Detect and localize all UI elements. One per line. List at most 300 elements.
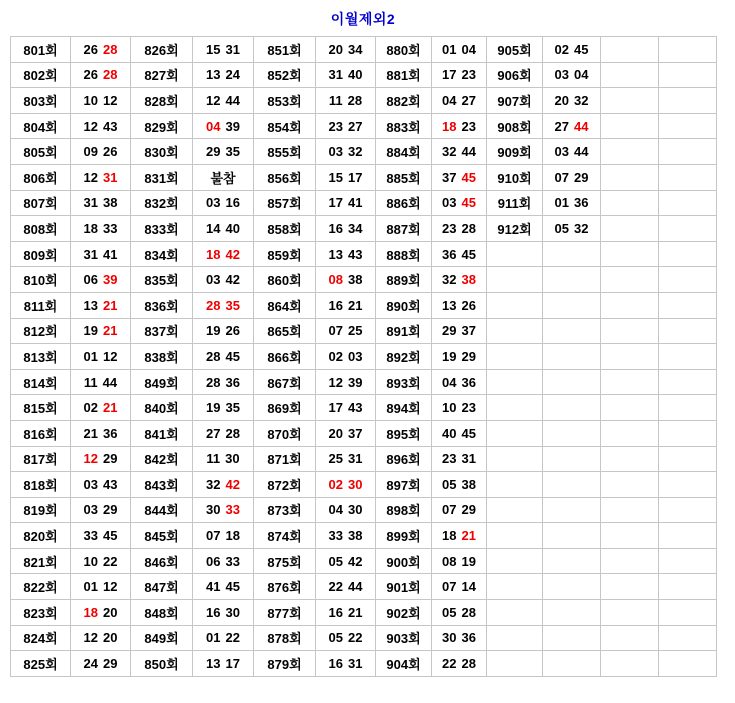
round-label-cell: 869회 — [254, 395, 316, 421]
round-label-cell: 877회 — [254, 600, 316, 626]
number: 17 — [348, 169, 363, 185]
number: 29 — [461, 502, 476, 518]
number: 01 — [206, 630, 221, 646]
number: 22 — [225, 630, 240, 646]
round-label-cell: 818회 — [11, 472, 71, 498]
number: 31 — [83, 195, 98, 211]
number: 05 — [442, 476, 457, 492]
numbers-cell — [316, 600, 376, 626]
round-label-cell: 822회 — [11, 574, 71, 600]
numbers-cell — [316, 625, 376, 651]
round-label-cell: 879회 — [254, 651, 316, 677]
round-label-cell: 835회 — [131, 267, 193, 293]
number: 22 — [442, 656, 457, 672]
highlighted-number: 21 — [103, 323, 118, 339]
number: 19 — [442, 348, 457, 364]
round-label-cell — [487, 651, 543, 677]
numbers-cell — [543, 318, 601, 344]
numbers-cell — [193, 241, 254, 267]
numbers-cell — [193, 113, 254, 139]
number: 36 — [461, 630, 476, 646]
number: 40 — [225, 220, 240, 236]
number: 22 — [348, 630, 363, 646]
number: 01 — [442, 41, 457, 57]
empty-cell — [659, 37, 717, 63]
numbers-cell — [71, 190, 131, 216]
table-row — [11, 88, 717, 114]
round-label-cell: 901회 — [376, 574, 432, 600]
table-row — [11, 574, 717, 600]
highlighted-number: 28 — [206, 297, 221, 313]
numbers-cell — [316, 292, 376, 318]
round-label-cell: 893회 — [376, 369, 432, 395]
round-label-cell: 873회 — [254, 497, 316, 523]
numbers-cell — [543, 216, 601, 242]
number: 42 — [348, 553, 363, 569]
numbers-cell — [316, 318, 376, 344]
round-label-cell: 886회 — [376, 190, 432, 216]
numbers-cell — [193, 267, 254, 293]
number: 03 — [348, 348, 363, 364]
round-label-cell: 895회 — [376, 420, 432, 446]
numbers-cell — [71, 113, 131, 139]
empty-cell — [601, 395, 659, 421]
number: 05 — [328, 553, 343, 569]
empty-cell — [659, 497, 717, 523]
round-label-cell: 853회 — [254, 88, 316, 114]
number: 20 — [554, 92, 569, 108]
round-label-cell: 854회 — [254, 113, 316, 139]
number: 10 — [442, 400, 457, 416]
number: 23 — [461, 67, 476, 83]
numbers-cell — [543, 420, 601, 446]
empty-cell — [601, 113, 659, 139]
round-label-cell: 910회 — [487, 164, 543, 190]
empty-cell — [601, 472, 659, 498]
round-label-cell: 810회 — [11, 267, 71, 293]
number: 41 — [103, 246, 118, 262]
table-row — [11, 472, 717, 498]
number: 07 — [206, 528, 221, 544]
round-label-cell: 817회 — [11, 446, 71, 472]
numbers-cell — [543, 369, 601, 395]
numbers-cell — [432, 139, 487, 165]
numbers-cell — [71, 216, 131, 242]
number: 33 — [83, 528, 98, 544]
round-label-cell — [487, 497, 543, 523]
number: 19 — [206, 323, 221, 339]
highlighted-number: 21 — [103, 297, 118, 313]
round-label-cell: 841회 — [131, 420, 193, 446]
round-label-cell: 909회 — [487, 139, 543, 165]
numbers-cell — [71, 548, 131, 574]
empty-cell — [601, 344, 659, 370]
number: 39 — [225, 118, 240, 134]
numbers-cell — [543, 523, 601, 549]
highlighted-number: 45 — [461, 195, 476, 211]
numbers-cell — [316, 446, 376, 472]
number: 14 — [461, 579, 476, 595]
numbers-cell — [193, 472, 254, 498]
number: 28 — [347, 92, 363, 108]
numbers-cell — [193, 651, 254, 677]
round-label-cell: 870회 — [254, 420, 316, 446]
numbers-cell — [71, 446, 131, 472]
round-label-cell: 836회 — [131, 292, 193, 318]
numbers-cell — [193, 548, 254, 574]
number: 43 — [103, 118, 118, 134]
number: 10 — [83, 92, 98, 108]
round-label-cell: 816회 — [11, 420, 71, 446]
number: 28 — [461, 604, 476, 620]
numbers-cell — [543, 241, 601, 267]
number: 07 — [442, 579, 457, 595]
numbers-cell — [432, 600, 487, 626]
number: 불참 — [210, 170, 236, 186]
number: 18 — [83, 220, 98, 236]
number: 03 — [328, 144, 343, 160]
round-label-cell: 887회 — [376, 216, 432, 242]
numbers-cell — [71, 395, 131, 421]
empty-cell — [601, 190, 659, 216]
numbers-cell — [316, 651, 376, 677]
number: 36 — [442, 246, 457, 262]
numbers-cell — [71, 139, 131, 165]
round-label-cell — [487, 344, 543, 370]
number: 30 — [225, 604, 240, 620]
number: 38 — [103, 195, 118, 211]
number: 04 — [442, 92, 457, 108]
number: 33 — [225, 553, 240, 569]
table-row — [11, 420, 717, 446]
numbers-cell — [543, 600, 601, 626]
numbers-cell — [71, 574, 131, 600]
numbers-cell — [432, 241, 487, 267]
number: 17 — [225, 656, 240, 672]
number: 38 — [348, 272, 363, 288]
number: 28 — [225, 425, 240, 441]
number: 31 — [83, 246, 98, 262]
number: 35 — [225, 144, 240, 160]
table-row — [11, 600, 717, 626]
empty-cell — [601, 497, 659, 523]
number: 18 — [225, 528, 240, 544]
number: 23 — [461, 118, 476, 134]
round-label-cell — [487, 446, 543, 472]
highlighted-number: 18 — [83, 604, 98, 620]
numbers-cell — [193, 574, 254, 600]
number: 29 — [103, 451, 118, 467]
empty-cell — [659, 369, 717, 395]
empty-cell — [659, 395, 717, 421]
number: 23 — [328, 118, 343, 134]
highlighted-number: 21 — [103, 400, 118, 416]
empty-cell — [659, 241, 717, 267]
number: 22 — [103, 553, 118, 569]
round-label-cell: 833회 — [131, 216, 193, 242]
numbers-cell — [316, 37, 376, 63]
round-label-cell: 852회 — [254, 62, 316, 88]
round-label-cell — [487, 472, 543, 498]
empty-cell — [601, 625, 659, 651]
round-label-cell: 871회 — [254, 446, 316, 472]
round-label-cell: 842회 — [131, 446, 193, 472]
numbers-cell — [432, 625, 487, 651]
numbers-cell — [316, 472, 376, 498]
table-row — [11, 369, 717, 395]
number: 07 — [442, 502, 457, 518]
number: 38 — [348, 528, 363, 544]
numbers-cell — [543, 113, 601, 139]
highlighted-number: 18 — [442, 118, 457, 134]
table-row — [11, 267, 717, 293]
numbers-cell — [71, 420, 131, 446]
round-label-cell — [487, 241, 543, 267]
highlighted-number: 45 — [461, 169, 476, 185]
round-label-cell: 866회 — [254, 344, 316, 370]
round-label-cell — [487, 600, 543, 626]
number: 16 — [225, 195, 240, 211]
number: 27 — [206, 425, 221, 441]
empty-cell — [659, 113, 717, 139]
empty-cell — [659, 523, 717, 549]
numbers-cell — [316, 497, 376, 523]
round-label-cell: 845회 — [131, 523, 193, 549]
numbers-cell — [543, 548, 601, 574]
numbers-cell — [193, 369, 254, 395]
number: 26 — [103, 144, 118, 160]
round-label-cell: 885회 — [376, 164, 432, 190]
numbers-cell — [193, 62, 254, 88]
numbers-cell — [193, 600, 254, 626]
numbers-cell — [193, 497, 254, 523]
number: 01 — [83, 579, 98, 595]
number: 20 — [103, 630, 118, 646]
empty-cell — [601, 62, 659, 88]
table-row — [11, 216, 717, 242]
number: 33 — [103, 220, 118, 236]
numbers-cell — [71, 62, 131, 88]
round-label-cell: 882회 — [376, 88, 432, 114]
numbers-cell — [193, 446, 254, 472]
number: 32 — [574, 92, 589, 108]
number: 34 — [348, 41, 363, 57]
number: 44 — [574, 144, 589, 160]
round-label-cell — [487, 369, 543, 395]
page-title: 이월제외2 — [330, 11, 396, 27]
numbers-cell — [71, 267, 131, 293]
round-label-cell: 878회 — [254, 625, 316, 651]
numbers-cell — [71, 625, 131, 651]
round-label-cell: 801회 — [11, 37, 71, 63]
round-label-cell: 813회 — [11, 344, 71, 370]
number: 28 — [461, 220, 476, 236]
highlighted-number: 39 — [103, 272, 118, 288]
number: 24 — [83, 656, 98, 672]
number: 08 — [442, 553, 457, 569]
round-label-cell: 855회 — [254, 139, 316, 165]
number: 45 — [461, 425, 476, 441]
highlighted-number: 12 — [83, 451, 98, 467]
table-row — [11, 292, 717, 318]
number: 13 — [206, 656, 221, 672]
number: 13 — [83, 297, 98, 313]
number: 39 — [348, 374, 363, 390]
numbers-cell — [71, 37, 131, 63]
round-label-cell: 823회 — [11, 600, 71, 626]
empty-cell — [659, 164, 717, 190]
number: 32 — [574, 220, 589, 236]
empty-cell — [659, 292, 717, 318]
numbers-cell — [432, 190, 487, 216]
numbers-cell — [193, 164, 254, 190]
round-label-cell — [487, 420, 543, 446]
number: 23 — [461, 400, 476, 416]
number: 04 — [328, 502, 343, 518]
numbers-cell — [316, 267, 376, 293]
numbers-cell — [543, 395, 601, 421]
number: 13 — [206, 67, 221, 83]
round-label-cell: 827회 — [131, 62, 193, 88]
numbers-cell — [432, 420, 487, 446]
numbers-cell — [432, 446, 487, 472]
number: 37 — [348, 425, 363, 441]
numbers-cell — [316, 369, 376, 395]
number: 43 — [348, 400, 363, 416]
numbers-cell — [193, 344, 254, 370]
numbers-cell — [71, 292, 131, 318]
round-label-cell: 911회 — [487, 190, 543, 216]
round-label-cell: 806회 — [11, 164, 71, 190]
numbers-cell — [193, 395, 254, 421]
highlighted-number: 21 — [461, 528, 476, 544]
numbers-cell — [543, 344, 601, 370]
number: 18 — [442, 528, 457, 544]
empty-cell — [601, 600, 659, 626]
numbers-cell — [432, 523, 487, 549]
round-label-cell — [487, 267, 543, 293]
number: 03 — [554, 144, 569, 160]
number: 03 — [206, 272, 221, 288]
round-label-cell: 847회 — [131, 574, 193, 600]
round-label-cell: 888회 — [376, 241, 432, 267]
table-row — [11, 139, 717, 165]
number: 02 — [554, 41, 569, 57]
numbers-cell — [543, 651, 601, 677]
numbers-cell — [193, 190, 254, 216]
round-label-cell: 808회 — [11, 216, 71, 242]
round-label-cell: 843회 — [131, 472, 193, 498]
round-label-cell: 804회 — [11, 113, 71, 139]
round-label-cell: 821회 — [11, 548, 71, 574]
number: 03 — [83, 502, 98, 518]
numbers-cell — [432, 318, 487, 344]
number: 45 — [225, 579, 240, 595]
numbers-cell — [193, 37, 254, 63]
numbers-cell — [193, 139, 254, 165]
number: 44 — [348, 579, 363, 595]
number: 29 — [574, 169, 589, 185]
round-label-cell: 830회 — [131, 139, 193, 165]
number: 13 — [442, 297, 457, 313]
empty-cell — [659, 267, 717, 293]
number: 20 — [328, 425, 343, 441]
number: 17 — [328, 400, 343, 416]
number: 05 — [554, 220, 569, 236]
number: 32 — [442, 272, 457, 288]
number: 12 — [328, 374, 343, 390]
number: 04 — [574, 67, 589, 83]
number: 20 — [103, 604, 118, 620]
round-label-cell: 876회 — [254, 574, 316, 600]
numbers-cell — [432, 472, 487, 498]
round-label-cell: 807회 — [11, 190, 71, 216]
round-label-cell: 890회 — [376, 292, 432, 318]
numbers-cell — [193, 318, 254, 344]
numbers-cell — [543, 574, 601, 600]
round-label-cell: 896회 — [376, 446, 432, 472]
round-label-cell: 838회 — [131, 344, 193, 370]
highlighted-number: 42 — [225, 476, 240, 492]
numbers-cell — [432, 548, 487, 574]
number: 45 — [225, 348, 240, 364]
number: 04 — [461, 41, 476, 57]
numbers-cell — [432, 216, 487, 242]
number: 12 — [83, 630, 98, 646]
number: 17 — [442, 67, 457, 83]
numbers-cell — [71, 600, 131, 626]
number: 17 — [328, 195, 343, 211]
number: 05 — [328, 630, 343, 646]
number: 40 — [348, 67, 363, 83]
numbers-cell — [316, 241, 376, 267]
number: 16 — [328, 297, 343, 313]
numbers-cell — [316, 395, 376, 421]
empty-cell — [601, 267, 659, 293]
highlighted-number: 35 — [225, 297, 240, 313]
table-row — [11, 37, 717, 63]
number: 29 — [461, 348, 476, 364]
number: 28 — [206, 374, 221, 390]
number: 26 — [461, 297, 476, 313]
empty-cell — [601, 420, 659, 446]
round-label-cell: 848회 — [131, 600, 193, 626]
round-label-cell: 849회 — [131, 369, 193, 395]
round-label-cell: 897회 — [376, 472, 432, 498]
number: 28 — [461, 656, 476, 672]
number: 23 — [442, 220, 457, 236]
empty-cell — [601, 139, 659, 165]
number: 45 — [574, 41, 589, 57]
empty-cell — [659, 420, 717, 446]
round-label-cell: 809회 — [11, 241, 71, 267]
highlighted-number: 31 — [103, 169, 118, 185]
table-row — [11, 318, 717, 344]
round-label-cell: 805회 — [11, 139, 71, 165]
number: 30 — [442, 630, 457, 646]
round-label-cell: 846회 — [131, 548, 193, 574]
number: 21 — [348, 604, 363, 620]
numbers-cell — [543, 267, 601, 293]
round-label-cell: 908회 — [487, 113, 543, 139]
number: 26 — [83, 41, 98, 57]
round-label-cell: 840회 — [131, 395, 193, 421]
number: 36 — [225, 374, 240, 390]
empty-cell — [601, 88, 659, 114]
round-label-cell: 889회 — [376, 267, 432, 293]
round-label-cell: 875회 — [254, 548, 316, 574]
empty-cell — [601, 216, 659, 242]
